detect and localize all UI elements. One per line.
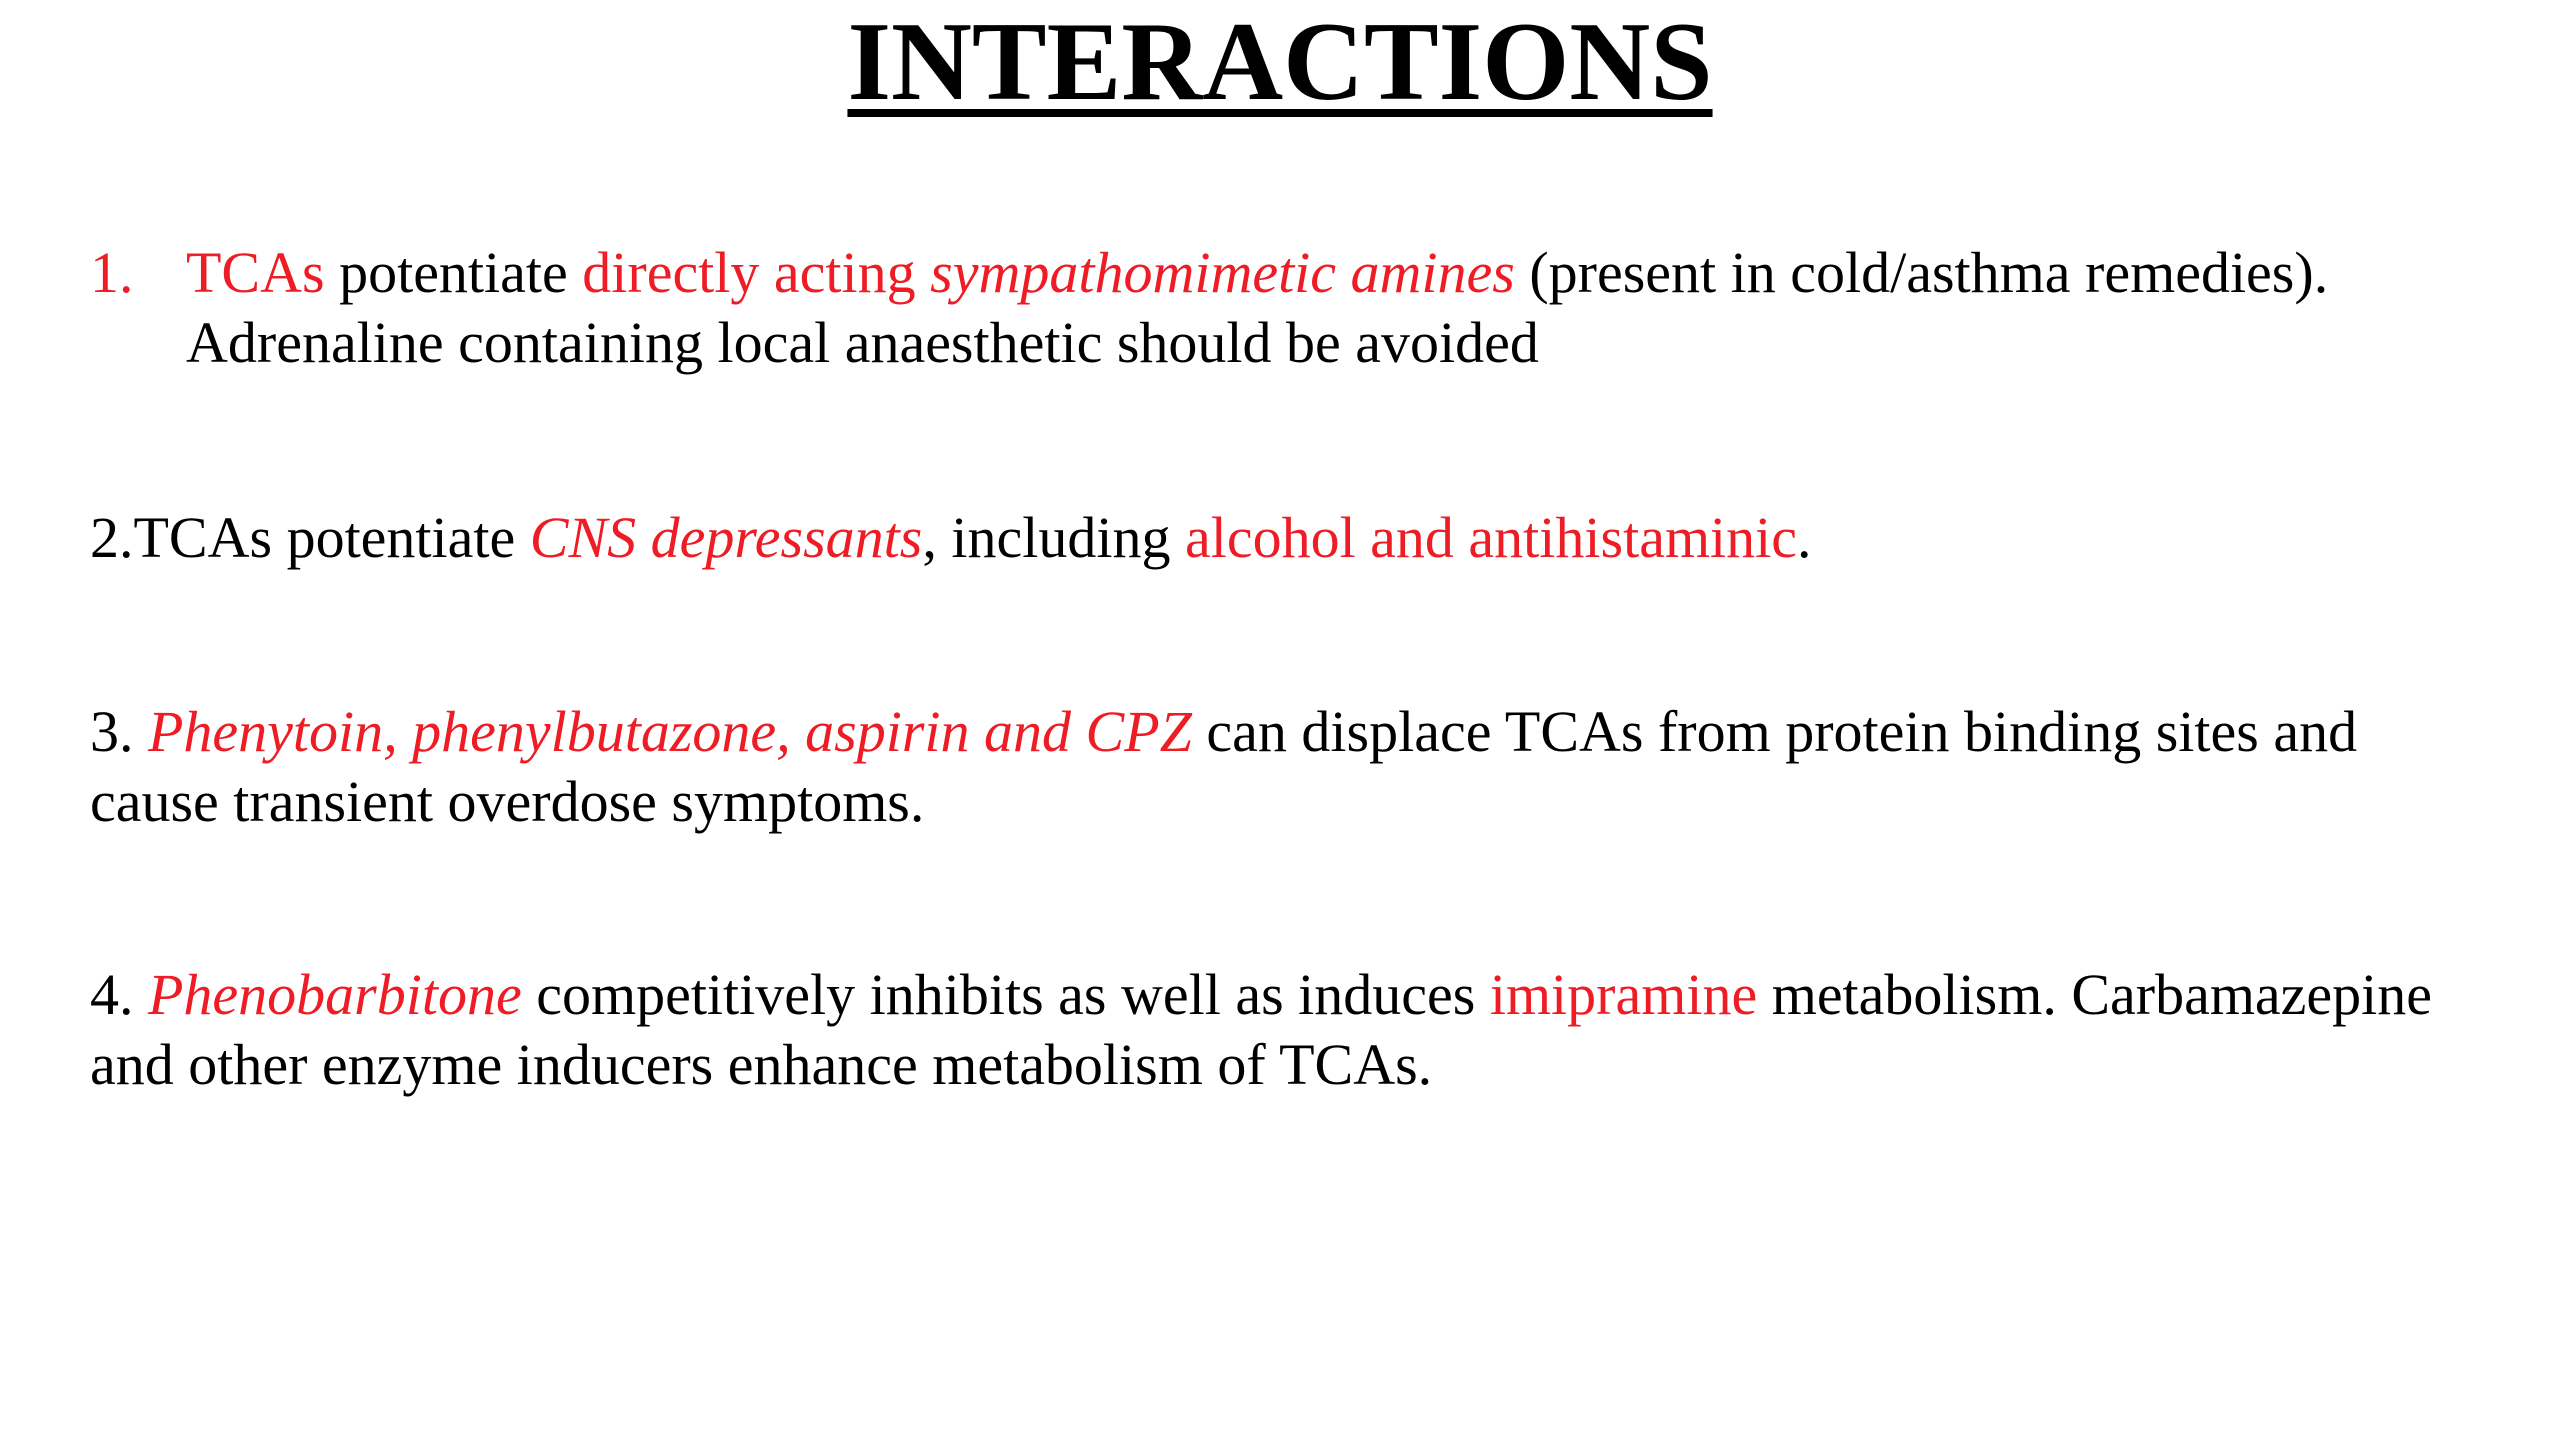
item-text-segment: metabolism. Carbamazepine and other enzyme inducers enhance metabolism of TCAs. — [90, 962, 2433, 1097]
interaction-item-3 — [90, 697, 2490, 837]
item-text-segment: TCAs potentiate — [133, 505, 530, 570]
item-highlight-italic: sympathomimetic amines — [930, 240, 1515, 305]
item-text — [186, 238, 2490, 378]
item-highlight-italic: CNS depressants — [529, 505, 923, 570]
slide-title-text: INTERACTIONS — [847, 0, 1713, 124]
item-highlight: alcohol and antihistaminic — [1184, 505, 1798, 570]
interaction-item-4 — [90, 960, 2490, 1100]
item-number: 4. — [90, 962, 148, 1027]
item-text-segment: , including — [922, 505, 1185, 570]
item-text-segment: . — [1797, 505, 1812, 570]
item-number: 3. — [90, 699, 148, 764]
item-highlight: TCAs — [186, 240, 325, 305]
item-text-segment: potentiate — [324, 240, 583, 305]
item-number: 2. — [90, 505, 134, 570]
item-highlight: directly acting — [582, 240, 931, 305]
item-text-segment: (present in cold/asthma remedies). Adrenaline containing local anaesthetic should be avoided — [186, 240, 2329, 375]
item-text-segment: can displace TCAs from protein binding sites and cause transient overdose symptoms. — [90, 699, 2358, 834]
item-text-segment: competitively inhibits as well as induces — [521, 962, 1490, 1027]
slide-title — [0, 2, 2560, 122]
item-highlight-italic: Phenytoin, phenylbutazone, aspirin and CPZ — [148, 699, 1192, 764]
interaction-item-1 — [90, 238, 2490, 378]
interaction-item-2 — [90, 503, 2490, 573]
item-highlight: imipramine — [1489, 962, 1758, 1027]
item-highlight-italic: Phenobarbitone — [148, 962, 522, 1027]
item-number: 1. — [90, 240, 134, 305]
